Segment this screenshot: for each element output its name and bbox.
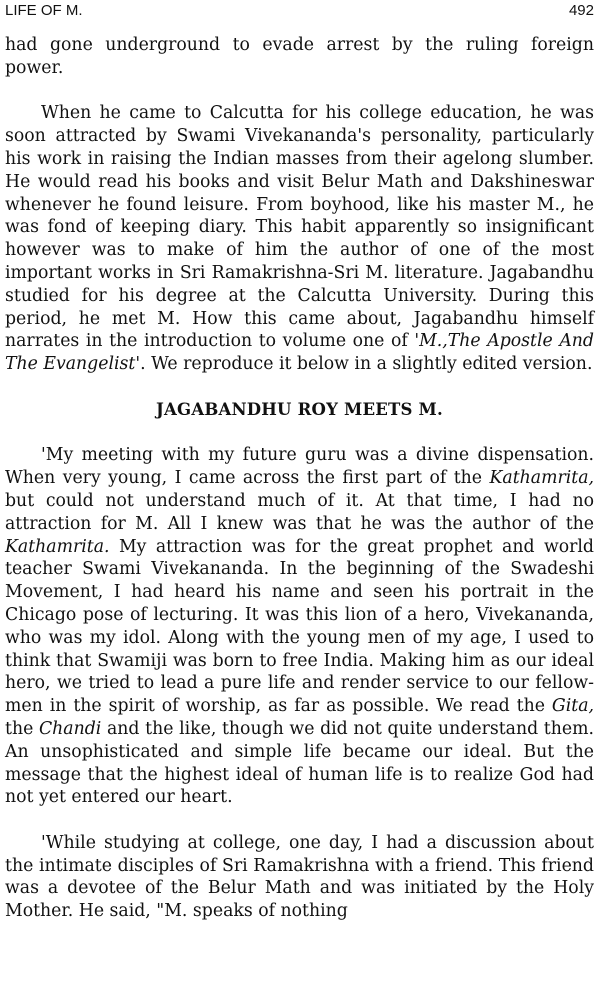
paragraph-college: 'While studying at college, one day, I had a discussion about the intimate disciples of Sri Ramakrishna with a friend. This friend was a devotee of the Belur Math and was initiated by the Holy Mother. He said, "M. speaks of nothing	[5, 832, 594, 922]
text-run: 'My meeting with my future guru was a divine dispensation. When very young, I came across the first part of the	[5, 445, 594, 489]
italic-run: Kathamrita.	[5, 536, 110, 557]
book-title-italic: M.,The Apostle And The Evangelist	[5, 331, 594, 375]
text-run: but could not understand much of it. At that time, I had no attraction for M. All I knew was that he was the author of the	[5, 490, 594, 534]
text-run: the	[5, 718, 39, 739]
paragraph-calcutta	[5, 102, 594, 376]
italic-run: Gita,	[551, 696, 594, 717]
paragraph-meeting	[5, 444, 594, 809]
italic-run: Chandi	[38, 718, 102, 739]
italic-run: Kathamrita,	[489, 468, 594, 489]
running-header	[5, 2, 594, 22]
body-text	[5, 34, 594, 923]
page-number: 492	[568, 2, 594, 19]
paragraph-continuation: had gone underground to evade arrest by the ruling foreign power.	[5, 35, 594, 78]
running-title: LIFE OF M.	[5, 2, 83, 19]
paragraph-text: When he came to Calcutta for his college education, he was soon attracted by Swami Vivekananda's personality, particularly his work in raising the Indian masses from their agelong slumber. He would read his books and visit Belur Math and Dakshineswar whenever he found leisure. From boyhood, like his master M., he was fond of keeping diary. This habit apparently so insignificant however was to make of him the author of one of the most important works in Sri Ramakrishna-Sri M. literature. Jagabandhu studied for his degree at the Calcutta University. During this period, he met M. How this came about, Jagabandhu himself narrates in the introduction to volume one of '	[5, 103, 594, 352]
paragraph-text-end: '. We reproduce it below in a slightly edited version.	[135, 354, 593, 375]
text-run: My attraction was for the great prophet and world teacher Swami Vivekananda. In the beginning of the Swadeshi Movement, I had heard his name and seen his portrait in the Chicago pose of lecturing. It was this lion of a hero, Vivekananda, who was my idol. Along with the young men of my age, I used to think that Swamiji was born to free India. Making him as our ideal hero, we tried to lead a pure life and render service to our fellow-men in the spirit of worship, as far as possible. We read the	[5, 536, 594, 717]
text-run: and the like, though we did not quite understand them. An unsophisticated and simple life became our ideal. But the message that the highest ideal of human life is to realize God had not yet entered our heart.	[5, 718, 594, 808]
section-heading: JAGABANDHU ROY MEETS M.	[156, 399, 443, 419]
